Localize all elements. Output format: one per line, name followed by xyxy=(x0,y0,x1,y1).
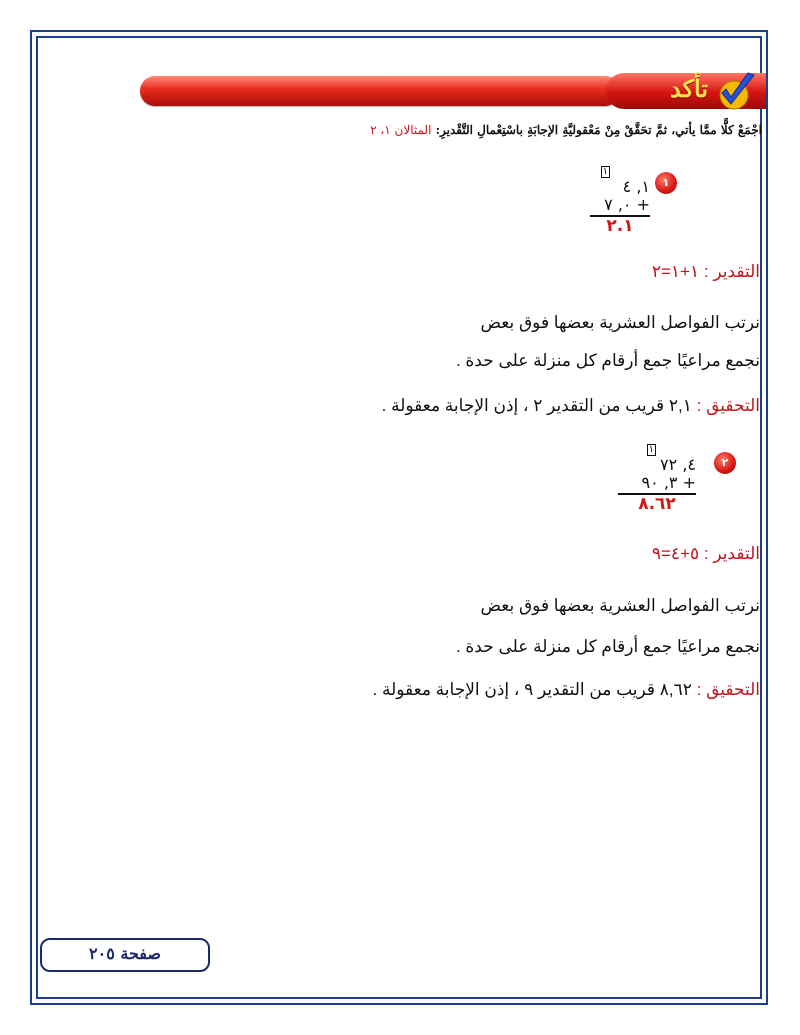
vertical-addition xyxy=(590,160,650,235)
addend-2: ٠, ٧ + xyxy=(604,195,650,214)
check-line xyxy=(373,680,760,700)
step-2-text: نجمع مراعيًا جمع أرقام كل منزلة على حدة . xyxy=(455,637,760,656)
exercise-instruction xyxy=(102,123,762,137)
step-1-text: نرتب الفواصل العشرية بعضها فوق بعض xyxy=(480,596,760,615)
check-label: التحقيق : xyxy=(696,680,760,699)
page-border-inner xyxy=(36,36,762,999)
banner-bar xyxy=(140,76,620,106)
estimate-line xyxy=(652,262,760,282)
estimate-label: التقدير : xyxy=(703,262,760,281)
check-line xyxy=(382,396,760,416)
carry-digit: ١ xyxy=(602,166,608,177)
page-number: صفحة ٢٠٥ xyxy=(89,944,161,963)
vertical-addition xyxy=(618,438,696,513)
estimate-line xyxy=(652,544,760,564)
estimate-label: التقدير : xyxy=(703,544,760,563)
checkmark-icon xyxy=(714,71,758,113)
example-reference: المثالان ١، ٢ xyxy=(370,123,432,137)
estimate-value: ٥+٤=٩ xyxy=(651,544,700,563)
check-label: التحقيق : xyxy=(696,396,760,415)
check-text: ٢,١ قريب من التقدير ٢ ، إذن الإجابة معقولة . xyxy=(381,396,692,415)
step-1-text: نرتب الفواصل العشرية بعضها فوق بعض xyxy=(480,313,760,332)
page-number-box xyxy=(40,938,210,972)
addend-2: ٣, ٩٠ + xyxy=(641,473,696,492)
problem-number-badge: ٢ xyxy=(714,452,736,474)
sum-result: ٢.١ xyxy=(606,216,634,236)
step-2-text: نجمع مراعيًا جمع أرقام كل منزلة على حدة . xyxy=(455,351,760,370)
section-title: تأكد xyxy=(669,74,708,103)
problem-number-badge: ١ xyxy=(655,172,677,194)
check-text: ٨,٦٢ قريب من التقدير ٩ ، إذن الإجابة معقولة . xyxy=(372,680,692,699)
section-banner xyxy=(140,73,766,109)
sum-result: ٨.٦٢ xyxy=(638,494,676,514)
estimate-value: ١+١=٢ xyxy=(651,262,700,281)
carry-digit: ١ xyxy=(648,444,654,455)
instruction-text: اجْمَعْ كلًّا ممَّا يأتي، ثمَّ تحَقَّقْ مِنْ مَعْقوليَّةِ الإجابَةِ باسْتِعْمالِ التَّقْديرِ: xyxy=(435,123,762,137)
addend-1: ٤, ٧٢ xyxy=(660,455,696,474)
addend-1: ١, ٤ xyxy=(622,177,650,196)
